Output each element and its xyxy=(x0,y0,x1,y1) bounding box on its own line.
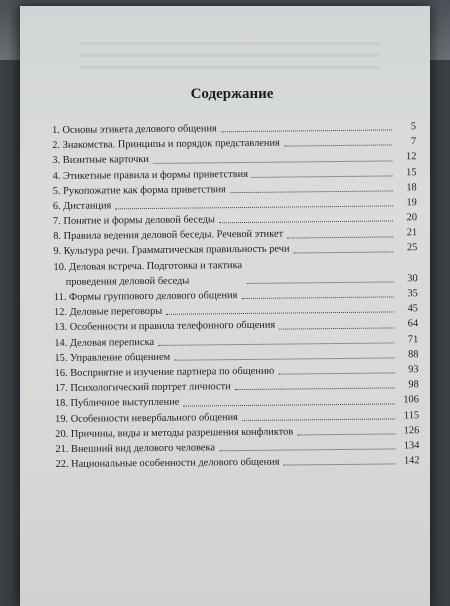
toc-page-number: 45 xyxy=(407,303,419,315)
toc-entry xyxy=(55,453,419,472)
toc-page-number: 142 xyxy=(403,455,420,467)
toc-leader-dots xyxy=(297,432,395,435)
toc-page-number: 20 xyxy=(406,212,418,224)
toc-entry-title: 18. Публичное выступление xyxy=(54,397,180,410)
toc-page-number: 5 xyxy=(410,121,417,133)
toc-entry-title: 4. Этикетные правила и формы приветствия xyxy=(52,168,249,182)
toc-leader-dots xyxy=(235,387,395,391)
toc-page-number: 18 xyxy=(406,181,417,194)
toc-leader-dots xyxy=(246,281,393,285)
toc-page-number: 134 xyxy=(403,440,420,452)
toc-leader-dots xyxy=(166,311,394,315)
book-page xyxy=(20,6,430,606)
toc-leader-dots xyxy=(174,356,394,360)
table-of-contents xyxy=(52,119,420,472)
toc-leader-dots xyxy=(284,144,392,147)
toc-entry-title: 8. Правила ведения деловой беседы. Речевой этикет xyxy=(53,228,284,243)
toc-entry-title: 15. Управление общением xyxy=(54,351,171,364)
toc-page-number: 88 xyxy=(407,348,419,361)
toc-page-number: 35 xyxy=(407,288,418,300)
toc-page-number: 30 xyxy=(407,273,418,285)
toc-page-number: 98 xyxy=(408,379,419,391)
toc-page-number: 7 xyxy=(410,136,417,148)
toc-leader-dots xyxy=(278,372,394,375)
toc-page-number: 106 xyxy=(403,394,419,406)
toc-entry-title-line2: проведения деловой беседы xyxy=(65,275,190,288)
toc-entry-title: 9. Культура речи. Грамматическая правильность речи xyxy=(53,244,290,258)
toc-entry-title: 12. Деловые переговоры xyxy=(53,306,163,319)
toc-leader-dots xyxy=(221,129,392,133)
toc-entry-title xyxy=(53,258,242,290)
toc-page-number: 19 xyxy=(406,197,417,209)
toc-entry-title: 21. Внешний вид делового человека xyxy=(55,442,216,455)
toc-entry-title: 20. Причины, виды и методы разрешения конфликтов xyxy=(55,426,294,440)
toc-entry-title: 14. Деловая переписка xyxy=(54,336,155,349)
toc-leader-dots xyxy=(153,159,392,164)
toc-page-number: 115 xyxy=(403,409,420,421)
toc-leader-dots xyxy=(279,326,394,329)
toc-leader-dots xyxy=(284,463,396,466)
toc-leader-dots xyxy=(219,220,393,224)
toc-entry-title-line1: 10. Деловая встреча. Подготовка и тактика xyxy=(53,259,243,273)
toc-page-number: 64 xyxy=(407,318,419,330)
toc-page-number: 71 xyxy=(407,333,419,345)
toc-page-number: 126 xyxy=(403,424,420,437)
toc-page-number: 12 xyxy=(405,151,417,163)
toc-entry-title: 19. Особенности невербального общения xyxy=(55,411,238,425)
toc-leader-dots xyxy=(294,250,394,253)
toc-leader-dots xyxy=(183,402,395,406)
show-through-text xyxy=(80,42,380,82)
toc-entry-title: 6. Дистанция xyxy=(52,200,112,212)
toc-entry-title: 3. Визитные карточки xyxy=(52,154,150,167)
toc-leader-dots xyxy=(242,417,395,421)
toc-leader-dots xyxy=(241,296,393,300)
toc-leader-dots xyxy=(158,341,394,345)
toc-leader-dots xyxy=(287,235,393,238)
toc-leader-dots xyxy=(230,189,393,193)
toc-entry xyxy=(53,256,417,290)
toc-page-number: 93 xyxy=(408,364,419,376)
toc-leader-dots xyxy=(219,448,395,452)
toc-page-number: 21 xyxy=(406,227,418,239)
toc-entry-title: 7. Понятие и формы деловой беседы xyxy=(52,214,216,228)
toc-entry-title: 22. Национальные особенности делового общения xyxy=(55,456,280,471)
page-title: Содержание xyxy=(190,86,274,102)
toc-entry-title: 13. Особенности и правила телефонного общения xyxy=(54,320,276,334)
toc-entry-title: 2. Знакомства. Принципы и порядок представления xyxy=(52,137,280,152)
toc-page-number: 25 xyxy=(406,242,418,254)
toc-entry-title: 1. Основы этикета делового общения xyxy=(52,123,217,136)
toc-leader-dots xyxy=(115,205,393,210)
toc-entry-title: 5. Рукопожатие как форма приветствия xyxy=(52,183,226,197)
toc-entry-title: 17. Психологический портрет личности xyxy=(54,381,231,395)
toc-entry-title: 16. Восприятие и изучение партнера по общению xyxy=(54,365,275,379)
toc-entry-title: 11. Формы группового делового общения xyxy=(53,290,238,304)
toc-page-number: 15 xyxy=(406,166,417,178)
toc-leader-dots xyxy=(252,174,393,177)
